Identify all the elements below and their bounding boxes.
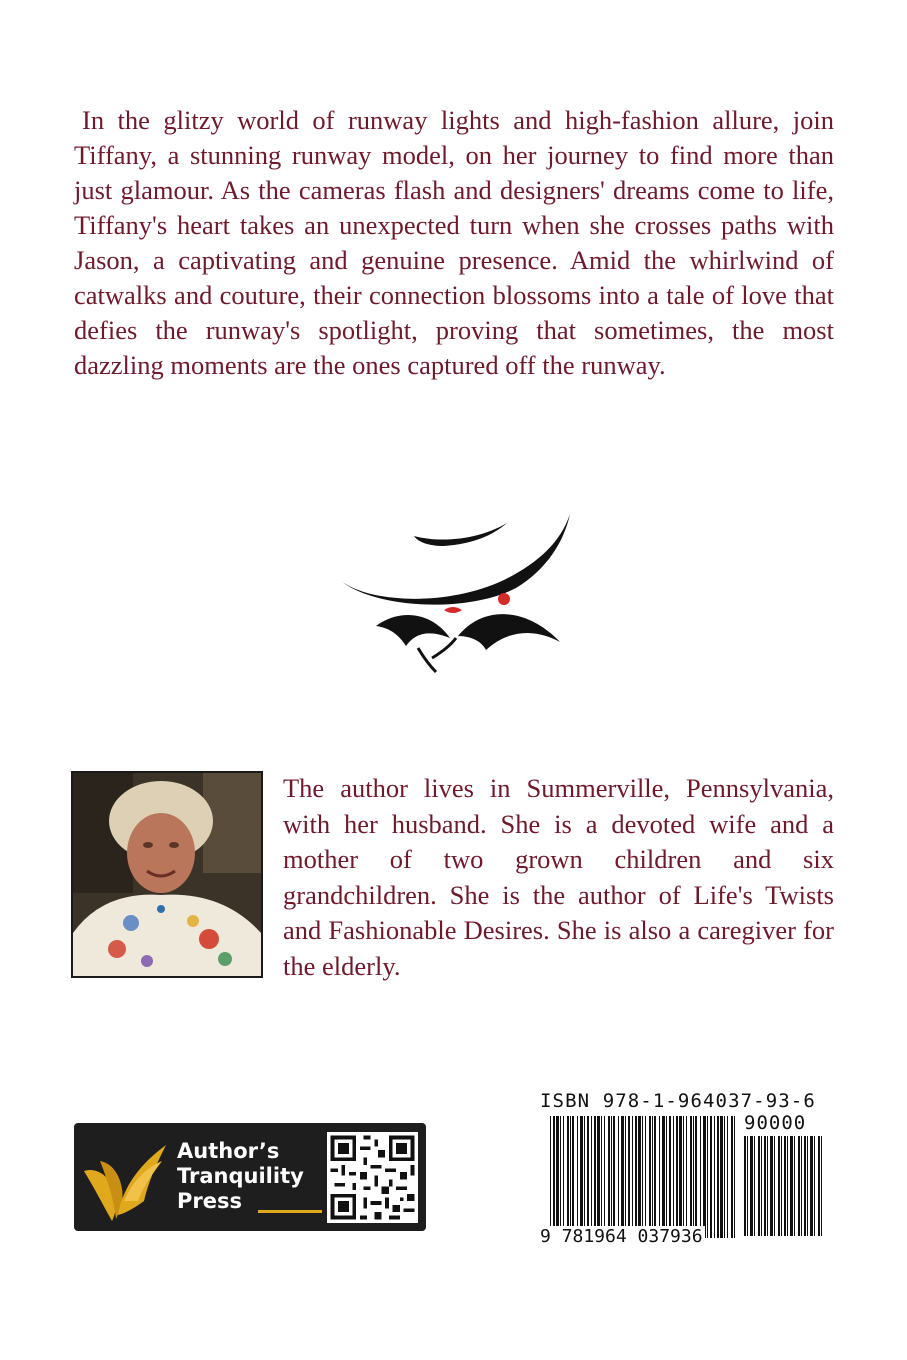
barcode-bar (635, 1116, 637, 1238)
barcode-bar (690, 1116, 692, 1238)
barcode-bar (645, 1116, 646, 1238)
barcode-bar (666, 1116, 667, 1238)
barcode-bar (570, 1116, 571, 1238)
barcode-digits: 9 781964 037936 (540, 1226, 703, 1247)
barcode-bar (662, 1116, 665, 1238)
barcode-bar (597, 1116, 600, 1238)
barcode-bar (693, 1116, 694, 1238)
barcode-bar (703, 1116, 706, 1238)
author-portrait-image (73, 773, 261, 976)
barcode-bar (669, 1116, 671, 1238)
publisher-badge (74, 1123, 426, 1231)
barcode-bar (686, 1116, 687, 1238)
barcode-bar (734, 1116, 735, 1238)
barcode-bar (774, 1136, 775, 1236)
barcode-bar (814, 1136, 815, 1236)
barcode-bar (754, 1136, 755, 1236)
barcode-bar (764, 1136, 766, 1236)
publisher-name-line3: Press (177, 1189, 242, 1213)
barcode-bar (673, 1116, 674, 1238)
barcode-bar (560, 1116, 561, 1238)
barcode-bar (794, 1136, 795, 1236)
ean13-bars (550, 1116, 736, 1238)
author-bio: The author lives in Summerville, Pennsylvania, with her husband. She is a devoted wife and a mother of two grown children and six grandchildren. She is the author of Life's Twists and Fashionable Desires. She is also a caregiver for the elderly. (283, 773, 834, 981)
barcode-bar (720, 1116, 723, 1238)
barcode-bar (604, 1116, 605, 1238)
barcode-bar (577, 1116, 578, 1238)
barcode-bar (601, 1116, 602, 1238)
barcode-bar (807, 1136, 808, 1236)
fashion-hat-woman-illustration (332, 508, 572, 686)
barcode-bar (572, 1116, 574, 1238)
isbn-label: ISBN 978-1-964037-93-6 (540, 1090, 816, 1112)
barcode-bar (632, 1116, 633, 1238)
barcode-bar (821, 1136, 822, 1236)
barcode-bar (652, 1116, 653, 1238)
barcode-bar (654, 1116, 656, 1238)
price-code: 90000 (744, 1112, 807, 1134)
barcode-bar (818, 1136, 820, 1236)
barcode-bar (611, 1116, 612, 1238)
barcode-bar (747, 1136, 748, 1236)
barcode-bar (784, 1136, 786, 1236)
barcode-bar (758, 1136, 760, 1236)
price-addon-bars (744, 1136, 822, 1236)
barcode-bar (638, 1116, 641, 1238)
barcode-bar (750, 1136, 753, 1236)
barcode-bar (584, 1116, 585, 1238)
barcode-bar (556, 1116, 559, 1238)
barcode-bar (787, 1136, 788, 1236)
barcode-bar (790, 1136, 793, 1236)
barcode-bar (649, 1116, 651, 1238)
barcode-bar (613, 1116, 615, 1238)
barcode-bar (683, 1116, 684, 1238)
barcode-bar (567, 1116, 569, 1238)
author-photo (71, 771, 263, 978)
barcode-bar (550, 1116, 551, 1238)
publisher-name-line2: Tranquility (177, 1164, 304, 1188)
barcode-bar (618, 1116, 619, 1238)
barcode-bar (804, 1136, 806, 1236)
barcode-bar (717, 1116, 719, 1238)
barcode-bar (778, 1136, 780, 1236)
barcode-bar (608, 1116, 610, 1238)
barcode-bar (798, 1136, 800, 1236)
barcode-bar (810, 1136, 813, 1236)
barcode-bar (761, 1136, 762, 1236)
barcode-bar (580, 1116, 583, 1238)
barcode-bar (695, 1116, 697, 1238)
isbn-barcode (540, 1090, 830, 1250)
golden-wings-icon (78, 1131, 174, 1225)
barcode-bar (714, 1116, 715, 1238)
qr-code[interactable] (327, 1132, 418, 1223)
barcode-bar (767, 1136, 768, 1236)
publisher-name-line1: Author’s (177, 1139, 280, 1163)
barcode-bar (781, 1136, 782, 1236)
barcode-bar (594, 1116, 596, 1238)
barcode-bar (625, 1116, 626, 1238)
barcode-bar (770, 1136, 773, 1236)
barcode-bar (553, 1116, 555, 1238)
barcode-bar (801, 1136, 802, 1236)
book-blurb: In the glitzy world of runway lights and high-fashion allure, join Tiffany, a stunning runway model, on her journey to find more than just glamour. As the cameras flash and designers' dreams come to life, Tiffany's heart takes an unexpected turn when she crosses paths with Jason, a captivating and genuine presence. Amid the whirlwind of catwalks and couture, their connection blossoms into a tale of love that defies the runway's spotlight, proving that sometimes, the most dazzling moments are the ones captured off the runway. (74, 105, 834, 380)
barcode-bar (563, 1116, 564, 1238)
barcode-bar (724, 1116, 725, 1238)
barcode-bar (679, 1116, 682, 1238)
barcode-bar (727, 1116, 728, 1238)
barcode-bar (700, 1116, 701, 1238)
barcode-bar (744, 1136, 746, 1236)
barcode-bar (707, 1116, 708, 1238)
barcode-bar (591, 1116, 592, 1238)
publisher-name (177, 1139, 304, 1214)
barcode-bar (621, 1116, 624, 1238)
barcode-bar (710, 1116, 712, 1238)
barcode-bar (731, 1116, 733, 1238)
barcode-bar (642, 1116, 643, 1238)
barcode-bar (587, 1116, 589, 1238)
barcode-bar (676, 1116, 678, 1238)
barcode-bar (659, 1116, 660, 1238)
publisher-underline (258, 1210, 322, 1213)
barcode-bar (628, 1116, 630, 1238)
